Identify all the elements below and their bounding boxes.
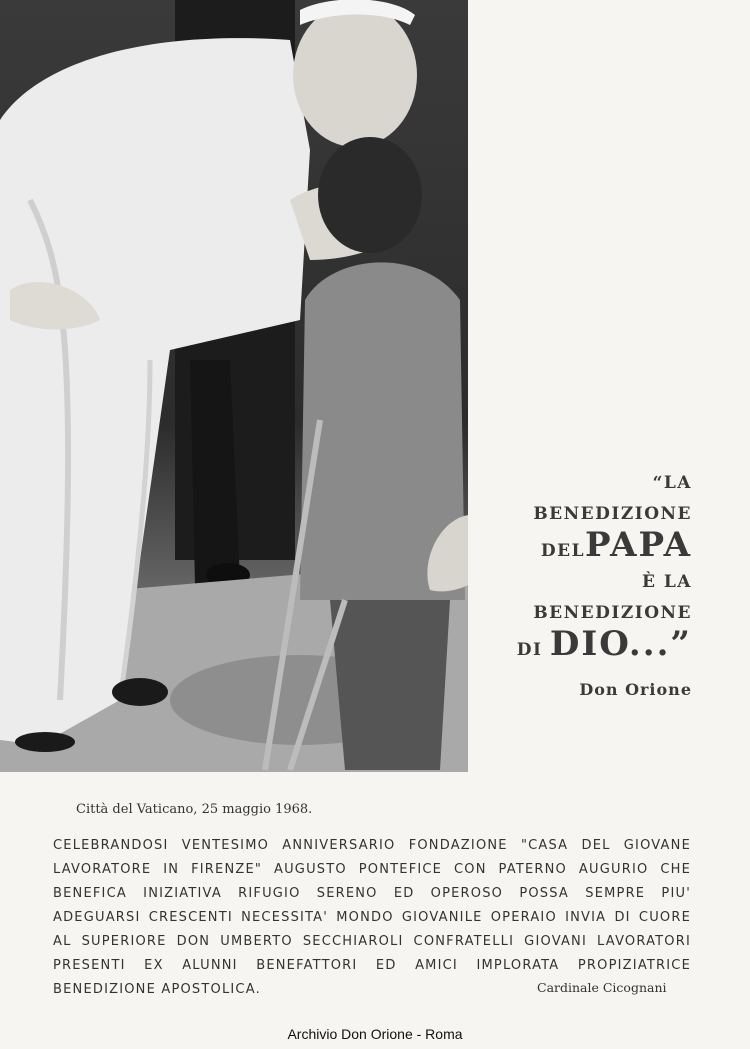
- telegram-line: ADEGUARSI CRESCENTI NECESSITA' MONDO GIOVANILE OPERAIO INVIA DI CUORE: [53, 910, 691, 925]
- telegram-line: PRESENTI EX ALUNNI BENEFATTORI ED AMICI IMPLORATA PROPIZIATRICE: [53, 958, 691, 973]
- telegram-text: [53, 834, 691, 1002]
- telegram-line: BENEFICA INIZIATIVA RIFUGIO SERENO ED OPEROSO POSSA SEMPRE PIU': [53, 886, 691, 901]
- telegram-line: LAVORATORE IN FIRENZE" AUGUSTO PONTEFICE CON PATERNO AUGURIO CHE: [53, 862, 691, 877]
- quote-line-1: “LA: [652, 473, 692, 493]
- quote-block: [488, 468, 692, 699]
- quote-dio: DIO...”: [549, 624, 692, 664]
- place-date: Città del Vaticano, 25 maggio 1968.: [76, 802, 313, 817]
- quote-author: Don Orione: [579, 680, 692, 699]
- pope-shoe-2: [15, 732, 75, 752]
- quote-line-6: [488, 624, 692, 666]
- quote-line-4: È LA: [641, 572, 692, 592]
- telegram-line-last: BENEDIZIONE APOSTOLICA.: [53, 982, 261, 997]
- quote-di: DI: [516, 640, 543, 660]
- quote-del: DEL: [540, 541, 586, 561]
- telegram-line: CELEBRANDOSI VENTESIMO ANNIVERSARIO FONDAZIONE "CASA DEL GIOVANE: [53, 838, 691, 853]
- quote-line-3: [488, 525, 692, 567]
- pope-shoe: [112, 678, 168, 706]
- quote-line-2: BENEDIZIONE: [533, 504, 692, 524]
- child-trousers: [330, 600, 450, 770]
- quote-papa: PAPA: [585, 525, 692, 565]
- signature: Cardinale Cicognani: [537, 980, 667, 995]
- photo-illustration: [0, 0, 468, 772]
- child-head: [318, 137, 422, 253]
- archive-footer: Archivio Don Orione - Roma: [287, 1026, 463, 1042]
- telegram-line: AL SUPERIORE DON UMBERTO SECCHIAROLI CONFRATELLI GIOVANI LAVORATORI: [53, 934, 691, 949]
- quote-line-5: BENEDIZIONE: [533, 603, 692, 623]
- photo-pope-blessing-boy: [0, 0, 468, 772]
- pope-head: [293, 3, 417, 147]
